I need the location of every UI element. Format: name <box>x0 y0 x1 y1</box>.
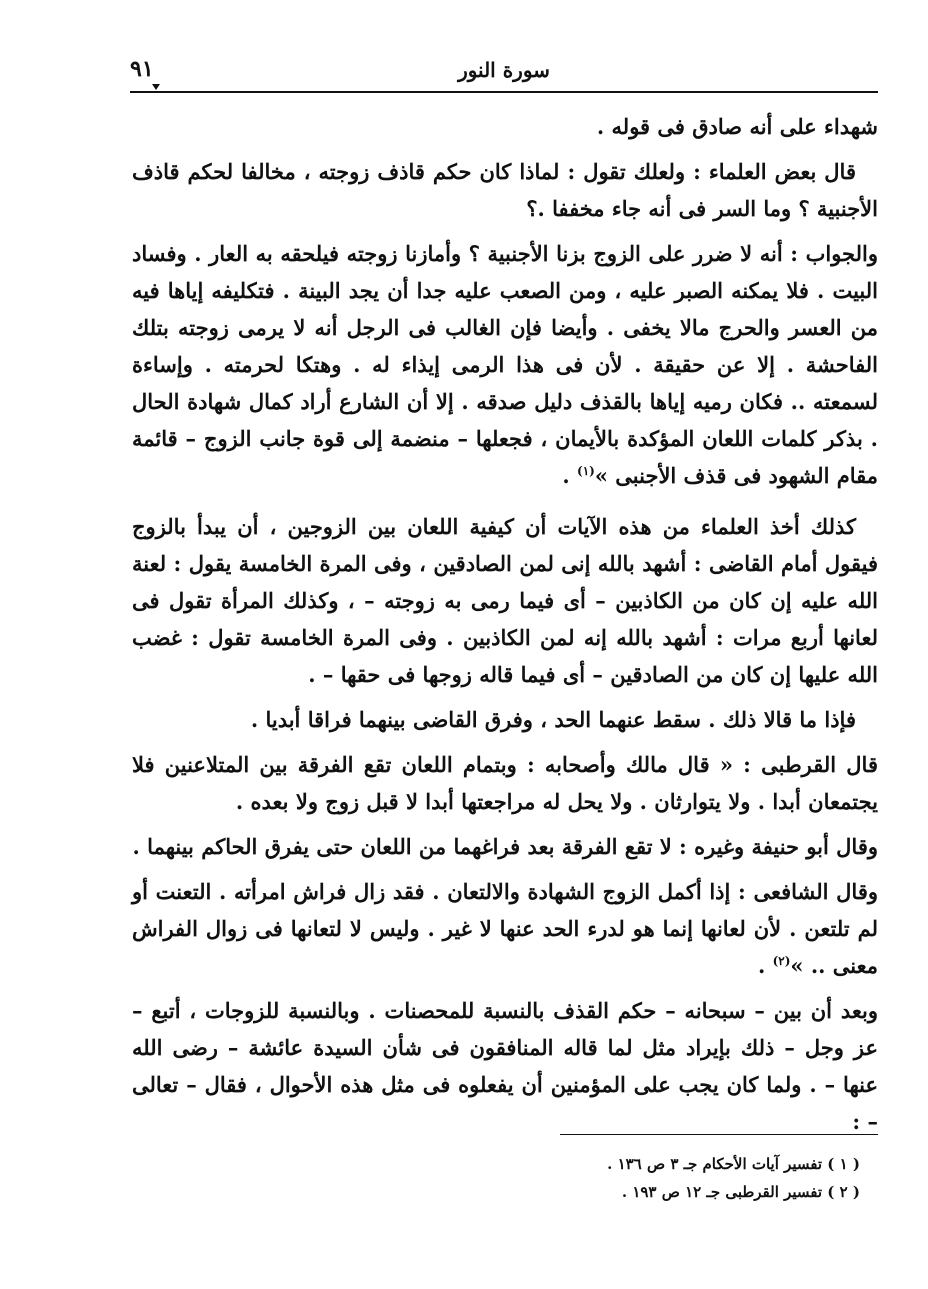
paragraph-6: قال القرطبى : « قال مالك وأصحابه : وبتمام اللعان تقع الفرقة بين المتلاعنين فلا يجتمعان أبدا . ولا يتوارثان . ولا يحل له مراجعتها أبدا لا قبل زوج ولا بعده . <box>132 752 878 814</box>
paragraph-8-text: وقال الشافعى : إذا أكمل الزوج الشهادة والالتعان . فقد زال فراش امرأته . التعنت أو لم تلتعن . لأن لعانها إنما هو لدرء الحد عنها لا غير . وليس لا لتعانها فى زوال الفراش معنى .. » <box>132 879 878 978</box>
paragraph-7: وقال أبو حنيفة وغيره : لا تقع الفرقة بعد فراغهما من اللعان حتى يفرق الحاكم بينهما . <box>132 834 878 859</box>
rule-marker-icon <box>152 84 160 90</box>
paragraph-3 <box>132 235 878 494</box>
paragraph-2: قال بعض العلماء : ولعلك تقول : لماذا كان حكم قاذف زوجته ، مخالفا لحكم قاذف الأجنبية ؟ وما السر فى أنه جاء مخففا .؟ <box>132 159 878 221</box>
footnote-ref-2: (٢) <box>772 954 791 968</box>
paragraph-9: وبعد أن بين – سبحانه – حكم القذف بالنسبة للمحصنات . وبالنسبة للزوجات ، أتبع – عز وجل – ذلك بإيراد مثل لما قاله المنافقون فى شأن السيدة عائشة – رضى الله عنها – . ولما كان يجب على المؤمنين أن يفعلوه فى مثل هذه الأحوال ، فقال – تعالى – : <box>132 998 878 1134</box>
footnote-rule <box>560 1134 878 1135</box>
paragraph-8-tail: . <box>757 953 773 978</box>
footnote-1: ( ١ ) تفسير آيات الأحكام جـ ٣ ص ١٣٦ . <box>607 1155 860 1173</box>
paragraph-5: فإذا ما قالا ذلك . سقط عنهما الحد ، وفرق القاضى بينهما فراقا أبديا . <box>250 707 856 732</box>
paragraph-8 <box>132 873 878 984</box>
body-text <box>132 108 878 1148</box>
paragraph-1: شهداء على أنه صادق فى قوله . <box>596 114 878 139</box>
header-rule <box>130 91 878 93</box>
paragraph-4: كذلك أخذ العلماء من هذه الآيات أن كيفية اللعان بين الزوجين ، أن يبدأ بالزوج فيقول أمام القاضى : أشهد بالله إنى لمن الصادقين ، وفى المرة الخامسة يقول : لعنة الله عليه إن كان من الكاذبين – أى فيما رمى به زوجته – ، وكذلك المرأة تقول فى لعانها أربع مرات : أشهد بالله إنه لمن الكاذبين . وفى المرة الخامسة تقول : غضب الله عليها إن كان من الصادقين – أى فيما قاله زوجها فى حقها – . <box>132 514 878 687</box>
footnote-ref-1: (١) <box>577 464 595 478</box>
page-number: ٩١ <box>130 56 154 82</box>
footnote-2: ( ٢ ) تفسير القرطبى جـ ١٢ ص ١٩٣ . <box>621 1183 860 1201</box>
paragraph-3-tail: . <box>562 463 578 488</box>
paragraph-3-text: والجواب : أنه لا ضرر على الزوج بزنا الأجنبية ؟ وأمازنا زوجته فيلحقه به العار . وفساد البيت . فلا يمكنه الصبر عليه ، ومن الصعب عليه جدا أن يجد البينة . فتكليفه إياها فيه من العسر والحرج مالا يخفى . وأيضا فإن الغالب فى الرجل أنه لا يرمى زوجته بتلك الفاحشة . إلا عن حقيقة . لأن فى هذا الرمى إيذاء له . وهتكا لحرمته . وإساءة لسمعته .. فكان رميه إياها بالقذف دليل صدقه . إلا أن الشارع أراد كمال شهادة الحال . بذكر كلمات اللعان المؤكدة بالأيمان ، فجعلها – منضمة إلى قوة جانب الزوج – قائمة مقام الشهود فى قذف الأجنبى » <box>132 241 878 488</box>
surah-title: سورة النور <box>458 58 550 82</box>
footnotes <box>300 1150 860 1206</box>
page-header <box>130 50 878 90</box>
